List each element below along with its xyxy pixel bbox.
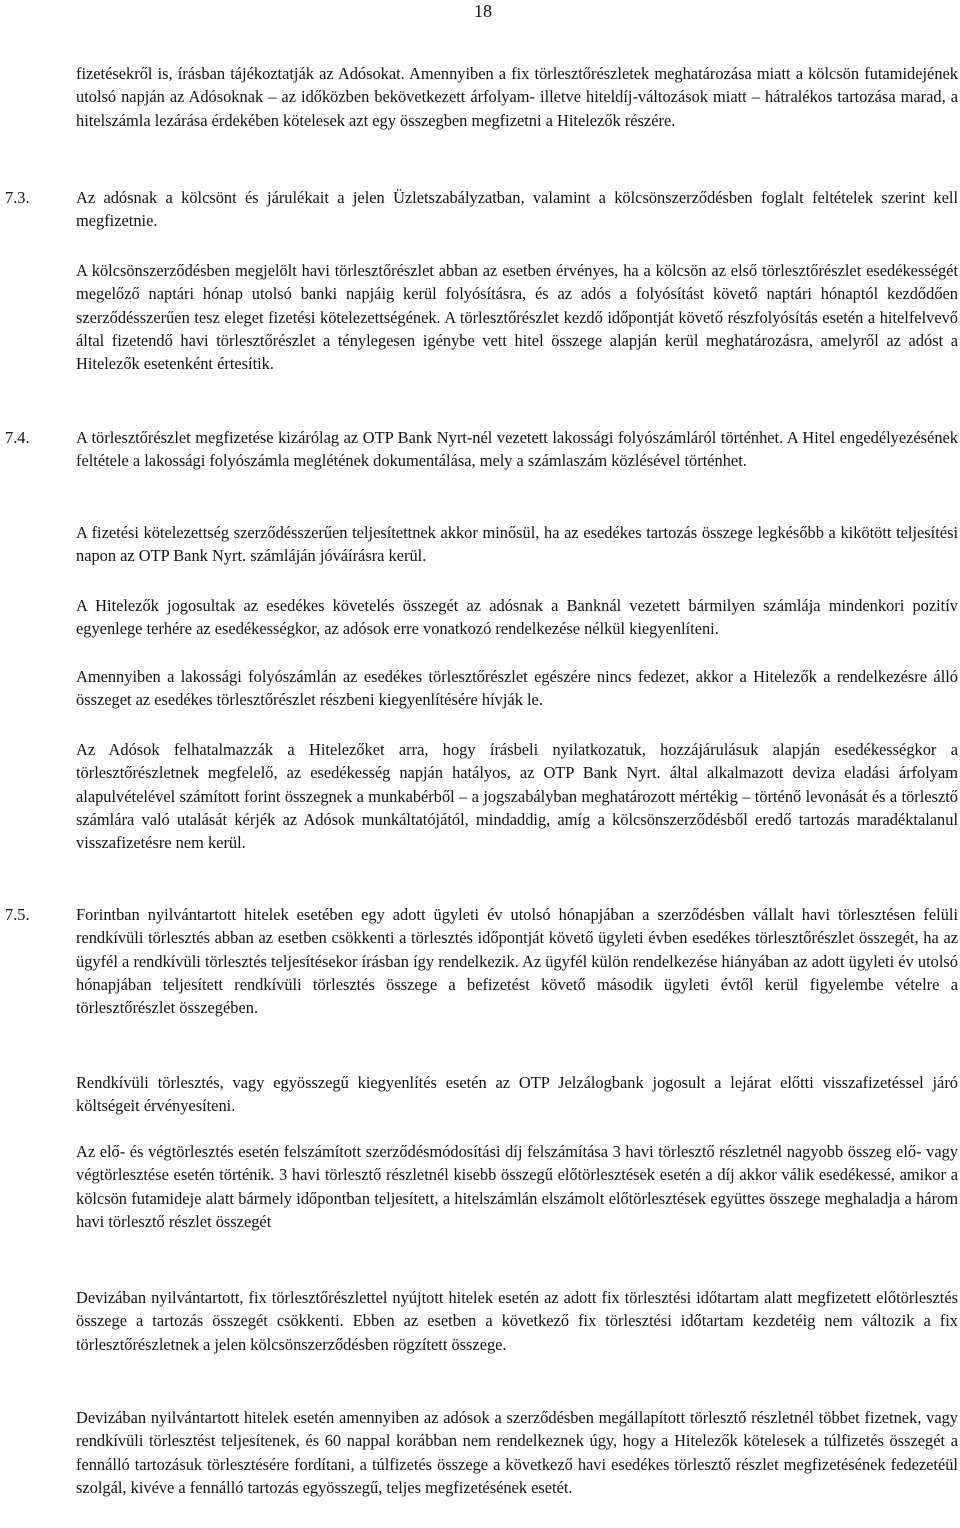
section-paragraph: Devizában nyilvántartott hitelek esetén amennyiben az adósok a szerződésben megállapított törlesztő részletnél többet fizetnek, vagy rendkívüli törlesztést teljesítenek, és 60 nappal korábban nem rendelkeznek úgy, hogy a Hitelezők kötelesek a túlfizetés összegét a fennálló tartozásuk törlesztésére fordítani, a túlfizetés összege a következő havi esedékes törlesztő részlet megfizetésének fedezetéül szolgál, kivéve a fennálló tartozás egyösszegű, teljes megfizetésének esetét. xyxy=(76,1408,958,1497)
section-paragraph: A fizetési kötelezettség szerződésszerűen teljesítettnek akkor minősül, ha az esedékes tartozás összege legkésőbb a kikötött teljesítési napon az OTP Bank Nyrt. számláján jóváírásra kerül. xyxy=(76,523,958,566)
section-number: 7.5. xyxy=(5,905,30,924)
section-paragraph: Az adósnak a kölcsönt és járulékait a jelen Üzletszabályzatban, valamint a kölcsönszerződésben foglalt feltételek szerint kell megfizetnie. xyxy=(76,188,958,231)
section-paragraph: Rendkívüli törlesztés, vagy egyösszegű kiegyenlítés esetén az OTP Jelzálogbank jogosult a lejárat előtti visszafizetéssel járó költségeit érvényesíteni. xyxy=(76,1073,958,1116)
section-paragraph: Forintban nyilvántartott hitelek esetében egy adott ügyleti év utolsó hónapjában a szerződésben vállalt havi törlesztésen felüli rendkívüli törlesztés abban az esetben csökkenti a törlesztés időpontját követő ügyleti évben esedékes törlesztőrészlet összegét, ha az ügyfél a rendkívüli törlesztés teljesítésekor írásban így rendelkezik. Az ügyfél külön rendelkezése hiányában az adott ügyleti év utolsó hónapjában teljesített rendkívüli törlesztés összege a befizetést követő második ügyleti évtől kerül figyelembe vételre a törlesztőrészlet összegében. xyxy=(76,905,958,1018)
section-number: 7.4. xyxy=(5,428,30,447)
section-paragraph: Devizában nyilvántartott, fix törlesztőrészlettel nyújtott hitelek esetén az adott fix törlesztési időtartam alatt megfizetett előtörlesztés összege a tartozás összegét csökkenti. Ebben az esetben a következő fix törlesztési időtartam kezdetéig nem változik a fix törlesztőrészletnek a jelen kölcsönszerződésben rögzített összege. xyxy=(76,1288,958,1354)
section-number: 7.3. xyxy=(5,188,30,207)
intro-paragraph: fizetésekről is, írásban tájékoztatják az Adósokat. Amennyiben a fix törlesztőrészletek meghatározása miatt a kölcsön futamidejének utolsó napján az Adósoknak – az időközben bekövetkezett árfolyam- illetve hiteldíj-változások miatt – hátralékos tartozása marad, a hitelszámla lezárása érdekében kötelesek azt egy összegben megfizetni a Hitelezők részére. xyxy=(76,64,958,130)
page-number: 18 xyxy=(474,1,492,21)
section-paragraph: A törlesztőrészlet megfizetése kizárólag az OTP Bank Nyrt-nél vezetett lakossági folyószámláról történhet. A Hitel engedélyezésének feltétele a lakossági folyószámla meglétének dokumentálása, mely a számlaszám közlésével történhet. xyxy=(76,428,958,471)
section-paragraph: Az elő- és végtörlesztés esetén felszámított szerződésmódosítási díj felszámítása 3 havi törlesztő részletnél nagyobb összeg elő- vagy végtörlesztése esetén történik. 3 havi törlesztő részletnél kisebb összegű előtörlesztések esetén a díj akkor válik esedékessé, amikor a kölcsön futamideje alatt bármely időpontban teljesített, a hitelszámlán elszámolt előtörlesztések együttes összege meghaladja a három havi törlesztő részlet összegét xyxy=(76,1142,958,1231)
section-paragraph: A kölcsönszerződésben megjelölt havi törlesztőrészlet abban az esetben érvényes, ha a kölcsön az első törlesztőrészlet esedékességét megelőző naptári hónap utolsó banki napjáig kerül folyósításra, és az adós a folyósítást követő naptári hónaptól kezdődően szerződésszerűen tesz eleget fizetési kötelezettségének. A törlesztőrészlet kezdő időpontját követő részfolyósítás esetén a hitelfelvevő által fizetendő havi törlesztőrészlet a ténylegesen igénybe vett hitel összege alapján kerül meghatározásra, amelyről az adóst a Hitelezők esetenként értesítik. xyxy=(76,261,958,374)
section-paragraph: Az Adósok felhatalmazzák a Hitelezőket arra, hogy írásbeli nyilatkozatuk, hozzájárulásuk alapján esedékességkor a törlesztőrészletnek megfelelő, az esedékesség napján hatályos, az OTP Bank Nyrt. által alkalmazott deviza eladási árfolyam alapulvételével számított forint összegnek a munkabérből – a jogszabályban meghatározott mértékig – történő levonását és a törlesztő számlára való utalását kérjék az Adósok munkáltatójától, mindaddig, amíg a kölcsönszerződésből eredő tartozás maradéktalanul visszafizetésre nem kerül. xyxy=(76,740,958,853)
section-paragraph: A Hitelezők jogosultak az esedékes követelés összegét az adósnak a Banknál vezetett bármilyen számlája mindenkori pozitív egyenlege terhére az esedékességkor, az adósok erre vonatkozó rendelkezése nélkül kiegyenlíteni. xyxy=(76,596,958,639)
section-paragraph: Amennyiben a lakossági folyószámlán az esedékes törlesztőrészlet egészére nincs fedezet, akkor a Hitelezők a rendelkezésre álló összeget az esedékes törlesztőrészlet részbeni kiegyenlítésére hívják le. xyxy=(76,667,958,710)
